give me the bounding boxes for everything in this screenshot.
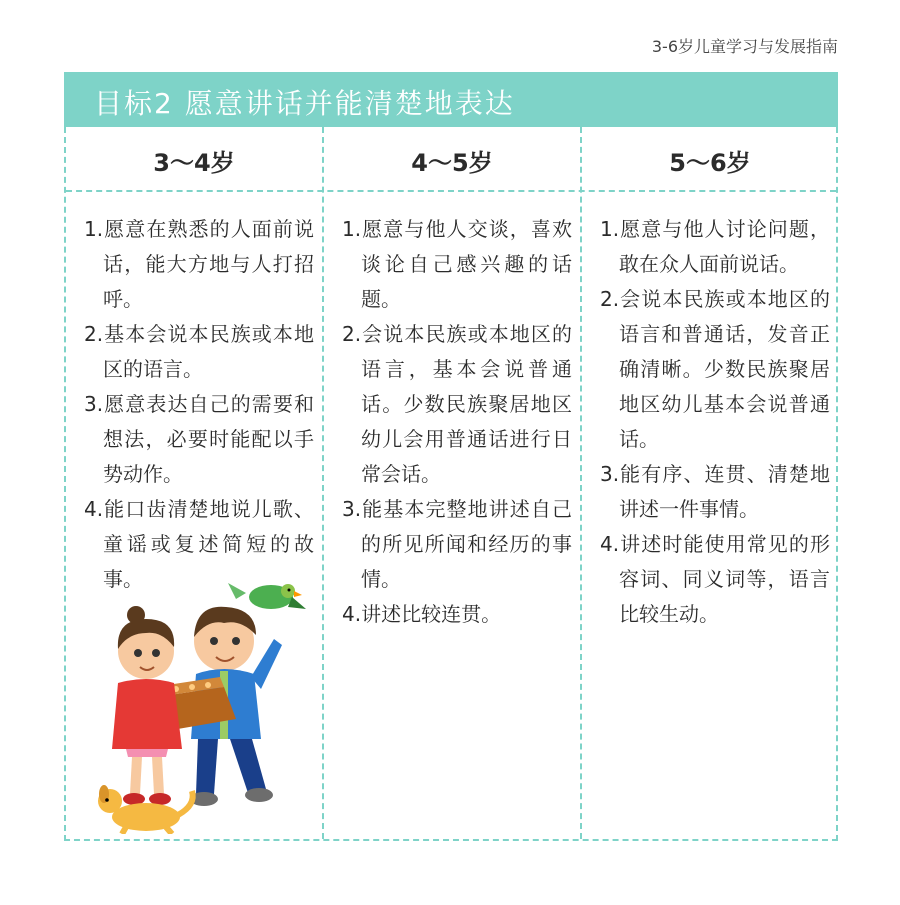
dog-icon xyxy=(98,785,193,834)
list-item: 1.愿意与他人交谈，喜欢谈论自己感兴趣的话题。 xyxy=(342,217,572,311)
list-item: 2.会说本民族或本地区的语言，基本会说普通话。少数民族聚居地区幼儿会用普通话进行日常会话。 xyxy=(342,322,572,486)
list-item: 1.愿意在熟悉的人面前说话，能大方地与人打招呼。 xyxy=(84,217,314,311)
header-row-divider xyxy=(66,190,836,192)
column-body-5-6 xyxy=(600,212,830,632)
list-item: 3.能基本完整地讲述自己的所见所闻和经历的事情。 xyxy=(342,497,572,591)
goal-table xyxy=(64,127,838,841)
list-item: 4.讲述时能使用常见的形容词、同义词等，语言比较生动。 xyxy=(600,532,830,626)
column-divider xyxy=(580,127,582,839)
column-heading-3-4: 3～4岁 xyxy=(153,149,235,177)
children-parrot-dog-illustration xyxy=(96,579,306,834)
list-item: 1.愿意与他人讨论问题，敢在众人面前说话。 xyxy=(600,217,830,276)
list-item: 4.讲述比较连贯。 xyxy=(342,602,502,626)
goal-title: 目标2 愿意讲话并能清楚地表达 xyxy=(94,87,515,120)
column-heading-4-5: 4～5岁 xyxy=(411,149,493,177)
list-item: 2.基本会说本民族或本地区的语言。 xyxy=(84,322,314,381)
column-divider xyxy=(322,127,324,839)
column-body-3-4 xyxy=(84,212,314,597)
column-heading-5-6: 5～6岁 xyxy=(669,149,751,177)
list-item: 2.会说本民族或本地区的语言和普通话，发音正确清晰。少数民族聚居地区幼儿基本会说普通话。 xyxy=(600,287,830,451)
parrot-icon xyxy=(228,583,306,609)
header-text: 3-6岁儿童学习与发展指南 xyxy=(651,37,838,56)
list-item: 4.能口齿清楚地说儿歌、童谣或复述简短的故事。 xyxy=(84,497,314,591)
list-item: 3.能有序、连贯、清楚地讲述一件事情。 xyxy=(600,462,830,521)
girl-figure xyxy=(112,606,182,805)
list-item: 3.愿意表达自己的需要和想法，必要时能配以手势动作。 xyxy=(84,392,314,486)
goal-title-bar xyxy=(64,72,838,127)
column-body-4-5 xyxy=(342,212,572,632)
